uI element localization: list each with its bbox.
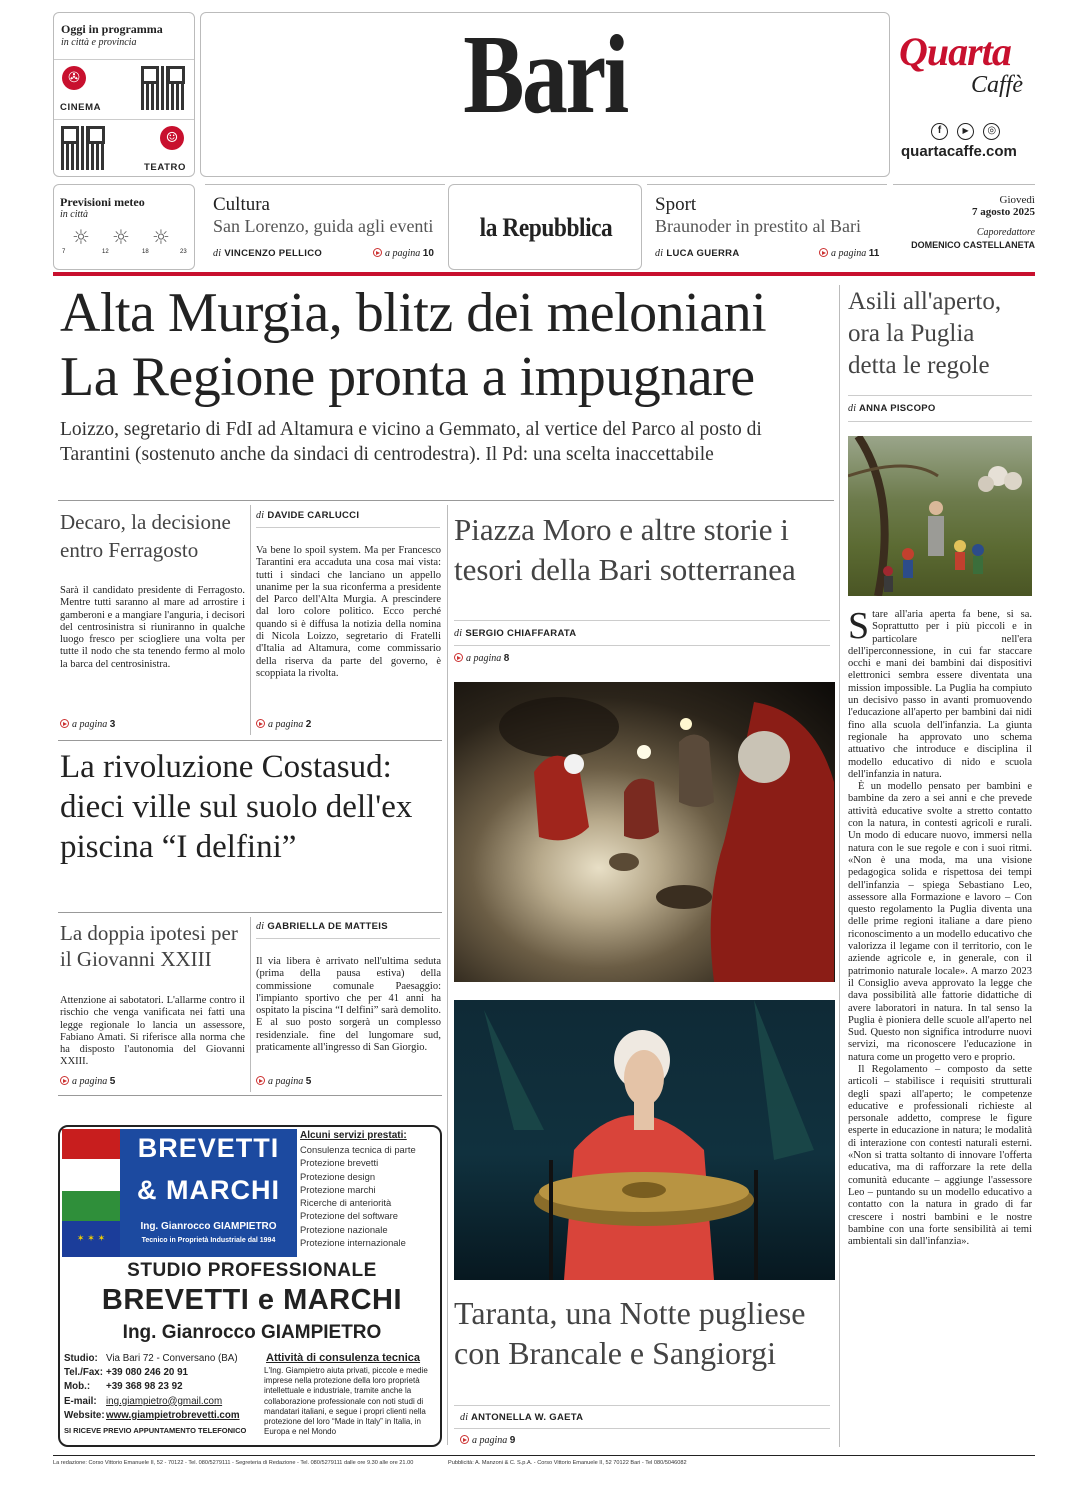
sun-icon: ☼: [112, 225, 130, 249]
asili-body-1: tare all'aria aperta fa bene, si sa. Soprattutto per i più piccoli e in particolare nell'era dell'iperconnessione, in cui far staccare occhi e mani dei bambini dai dispositivi elettronici sembra essere diventata una mission impossible. La Puglia ha compiuto un decisivo passo in avanti promuovendo l'educazione all'aperto per bambini dai nidi fino alla scuola dell'infanzia. La giunta regionale ha approvato uno schema attuativo che introduce e disciplina il modello educativo di nido e scuola dell'infanzia in natura.: [848, 609, 1032, 780]
giovanni-title[interactable]: La doppia ipotesi per il Giovanni XXIII: [60, 921, 238, 971]
editor-role: Caporedattore: [976, 227, 1035, 238]
ad-service: Ricerche di anteriorità: [300, 1197, 392, 1209]
divider: [454, 1405, 830, 1406]
cultura-byline: di VINCENZO PELLICO: [213, 248, 323, 259]
facebook-icon[interactable]: f: [931, 123, 948, 140]
ad-tecnico: Tecnico in Proprietà Industriale dal 1994: [141, 1237, 276, 1244]
cinema-qr-code[interactable]: [141, 66, 185, 110]
children-in-woods-illustration: [848, 436, 1032, 596]
hour-label: 23: [180, 249, 187, 255]
ad-ing: Ing. Gianrocco GIAMPIETRO: [140, 1221, 277, 1232]
divider: [256, 527, 440, 528]
footer-pubblicita: Pubblicità: A. Manzoni & C. S.p.A. - Corso Vittorio Emanuele II, 52 70122 Bari - Tel 080/5046082: [448, 1460, 687, 1466]
quarta-logo-sub: Caffè: [971, 72, 1023, 98]
main-summary: Loizzo, segretario di FdI ad Altamura e vicino a Gemmato, al vertice del Parco al posto di Tarantini (sostenuto anche da sindaci di centrodestra). Il Pd: una scelta inaccettabile: [60, 419, 762, 465]
social-icons: [931, 118, 1000, 140]
repubblica-box: [448, 184, 642, 270]
giovanni-body: Attenzione ai sabotatori. L'allarme contro il rischio che venga vanificata nei fatti una legge regionale lo lancia un assessore, Fabiano Amati. Si riferisce alla norma che ha disposto l'autonomia del Giovanni XXIII.: [60, 995, 245, 1068]
cultura-section: Cultura: [213, 194, 270, 215]
hour-label: 7: [62, 249, 66, 255]
ad-contact-row: Studio: Via Bari 72 - Conversano (BA): [64, 1353, 238, 1364]
dematteis-page[interactable]: a pagina 5: [256, 1075, 311, 1087]
costasud-title[interactable]: La rivoluzione Costasud: dieci ville sul suolo dell'ex piscina “I delfini”: [60, 749, 413, 865]
main-headline-1[interactable]: Alta Murgia, blitz dei meloniani: [60, 282, 767, 344]
programma-subtitle: in città e provincia: [61, 37, 137, 48]
footer-rule: [53, 1455, 1035, 1456]
piazzamoro-page[interactable]: a pagina 8: [454, 652, 509, 664]
meteo-box: [53, 184, 195, 270]
cultura-teaser[interactable]: [205, 184, 445, 270]
weekday: Giovedì: [999, 194, 1035, 206]
taranta-byline: di ANTONELLA W. GAETA: [460, 1412, 584, 1423]
divider: [256, 938, 440, 939]
ad-name: Ing. Gianrocco GIAMPIETRO: [122, 1322, 382, 1343]
footer-redazione: La redazione: Corso Vittorio Emanuele II, 52 - 70122 - Tel. 080/5279111 - Segreteria di Redazione - Tel. 080/5279111 dalle ore 9.30 alle ore 21.00: [53, 1460, 414, 1466]
ad-service: Protezione nazionale: [300, 1223, 388, 1235]
ad-flag-red: [62, 1191, 120, 1221]
underground-cave-photo: [454, 682, 835, 982]
quarta-logo: Quarta: [899, 29, 1011, 74]
divider: [454, 620, 830, 621]
hour-label: 18: [142, 249, 149, 255]
piazzamoro-byline: di SERGIO CHIAFFARATA: [454, 628, 577, 639]
teatro-qr-code[interactable]: [61, 126, 105, 170]
sport-page[interactable]: a pagina 11: [819, 247, 879, 259]
ad-service: Protezione del software: [300, 1210, 398, 1222]
giovanni-page[interactable]: a pagina 5: [60, 1075, 115, 1087]
programma-title: Oggi in programma: [61, 22, 163, 36]
cultura-headline: San Lorenzo, guida agli eventi: [213, 216, 434, 236]
instagram-icon[interactable]: ◎: [983, 123, 1000, 140]
youtube-icon[interactable]: ▶: [957, 123, 974, 140]
sport-section: Sport: [655, 194, 697, 215]
quarta-website[interactable]: quartacaffe.com: [901, 143, 1017, 160]
column-divider: [839, 285, 840, 1447]
dematteis-body: Il via libera è arrivato nell'ultima seduta (prima della pausa estiva) della commissione comunale Paesaggio: l'impianto sportivo che per 41 anni ha ospitato la piscina “I delfini” sarà demolito. E al suo posto sorgerà un complesso residenziale. fine del lungomare sud, praticamente all'ingresso di San Giorgio.: [256, 956, 441, 1054]
ad-service: Consulenza tecnica di parte: [300, 1144, 416, 1155]
divider: [848, 395, 1032, 396]
asili-body-2: È un modello pensato per bambini e bambine da zero a sei anni e che prevede attività educative svolte a stretto contatto con la natura, in contesti agricoli e rurali. Un modo di educare nuovo, immersi nella natura con le sue regole e con i suoi ritmi. «Non è una moda, ma una visione pedagogica solida e rispettosa dei tempi dell'infanzia – spiega Sebastiano Leo, assessore alla Formazione e lavoro – Con questo regolamento la Puglia diventa una delle prime regioni italiane a dare pieno riconoscimento a un modello educativo che valorizza il legame con il territorio, con le aziende agricole e, in generale, con il patrimonio naturale locale». A marzo 2023 il Consiglio aveva approvato la legge che dava possibilità alle fattorie didattiche di avere laboratori in natura. In tal senso la Puglia è pioniera delle scuole all'aperto nel Sud. Questo non significa introdurre nuovi servizi, ma riconoscere l'educazione in natura come un progetto vero e proprio.: [848, 781, 1032, 1063]
divider: [58, 740, 442, 741]
decaro-title[interactable]: Decaro, la decisione entro Ferragosto: [60, 510, 231, 562]
sport-byline: di LUCA GUERRA: [655, 248, 740, 259]
taranta-title[interactable]: Taranta, una Notte pugliese con Brancale e Sangiorgi: [454, 1295, 806, 1371]
ad-studio: STUDIO PROFESSIONALE: [127, 1260, 377, 1281]
sport-headline: Braunoder in prestito al Bari: [655, 216, 861, 236]
asili-body: [848, 605, 1032, 1248]
ad-line1: BREVETTI: [137, 1133, 280, 1163]
arrow-right-icon: [373, 248, 382, 257]
date-box: [893, 184, 1035, 270]
arrow-right-icon: [819, 248, 828, 257]
ad-big: BREVETTI e MARCHI: [101, 1284, 403, 1316]
column-divider: [447, 505, 448, 1445]
decaro-body: Sarà il candidato presidente di Ferragosto. Mentre tutti saranno al mare ad arrostire i gamberoni e a mangiare l'anguria, i decisori del centrosinistra si riuniranno in qualche luogo fresco per sciogliere una volta per tutte il nodo che sta tenendo fermo al molo la barca del centrosinistra.: [60, 585, 245, 670]
divider: [58, 1095, 442, 1096]
ad-flag-green: [62, 1129, 120, 1159]
ad-service: Protezione internazionale: [300, 1237, 406, 1249]
teatro-link[interactable]: [54, 119, 194, 177]
taranta-page[interactable]: a pagina 9: [460, 1434, 515, 1446]
film-reel-icon: ✇: [62, 66, 86, 90]
arrow-right-icon: [460, 1435, 469, 1444]
main-headline-2[interactable]: La Regione pronta a impugnare: [60, 346, 755, 408]
ad-flag-white: [62, 1159, 120, 1191]
sport-teaser[interactable]: [647, 184, 887, 270]
ad-service: Protezione brevetti: [300, 1157, 379, 1169]
weather-strip: [62, 225, 190, 257]
concert-photo: [454, 1000, 835, 1280]
asili-title[interactable]: Asili all'aperto, ora la Puglia detta le regole: [848, 288, 1002, 379]
arrow-right-icon: [454, 653, 463, 662]
theatre-mask-icon: ☺: [160, 126, 184, 150]
outdoor-kindergarten-photo: [848, 436, 1032, 596]
divider: [58, 500, 834, 501]
dropcap: S: [848, 605, 870, 647]
carlucci-byline: di DAVIDE CARLUCCI: [256, 510, 360, 521]
ad-appointment: SI RICEVE PREVIO APPUNTAMENTO TELEFONICO: [64, 1426, 247, 1436]
divider: [848, 421, 1032, 422]
divider: [454, 645, 830, 646]
sun-icon: ☼: [152, 225, 170, 249]
arrow-right-icon: [256, 719, 265, 728]
ad-contacts: [64, 1352, 264, 1438]
hour-label: 12: [102, 249, 109, 255]
ad-email-row[interactable]: E-mail: ing.giampietro@gmail.com: [64, 1395, 223, 1407]
dematteis-byline: di GABRIELLA DE MATTEIS: [256, 921, 388, 932]
carlucci-page[interactable]: a pagina 2: [256, 718, 311, 730]
carlucci-body: Va bene lo spoil system. Ma per Francesco Tarantini era accaduta una cosa mai vista: tutti i sindaci che lanciano un appello unanime per la sua riconferma a presidente del Parco dell'Alta Murgia. A prescindere dal loro colore politico. Ecco perché quando si è diffusa la notizia della nomina di Nicola Loizzo, segretario di Fratelli d'Italia ad Altamura, come commissario della riserva da parte del governo, è scoppiata la rivolta.: [256, 545, 441, 679]
ad-line2: & MARCHI: [137, 1175, 280, 1205]
ad-activity: L'Ing. Giampietro aiuta privati, piccole e medie imprese nella protezione della loro proprietà intellettuale e industriale, tramite anche la collaborazione professionale con noti studi di mandatari italiani, e segue i propri clienti nella protezione del loro “Made in Italy” in Italia, in Europa e nel Mondo: [264, 1366, 428, 1437]
teatro-label: TEATRO: [144, 162, 186, 173]
cultura-page[interactable]: a pagina 10: [373, 247, 434, 259]
sun-icon: ☼: [72, 225, 90, 249]
divider: [58, 912, 442, 913]
ad-service: Protezione design: [300, 1170, 376, 1182]
sponsor-box[interactable]: [893, 12, 1035, 177]
column-divider: [250, 505, 251, 735]
asili-byline: di ANNA PISCOPO: [848, 403, 936, 414]
divider: [454, 1428, 830, 1429]
performer-with-handpan-illustration: [454, 1000, 835, 1280]
editor-name: DOMENICO CASTELLANETA: [911, 240, 1035, 250]
column-divider: [250, 917, 251, 1092]
meteo-title: Previsioni meteo: [60, 195, 145, 209]
arrow-right-icon: [60, 719, 69, 728]
ad-website-row[interactable]: Website:www.giampietrobrevetti.com: [64, 1409, 240, 1421]
programma-box: [53, 12, 195, 177]
piazzamoro-title[interactable]: Piazza Moro e altre storie i tesori della Bari sotterranea: [454, 512, 796, 587]
eu-flag-icon: ✶ ✶ ✶: [62, 1221, 120, 1257]
cinema-link[interactable]: [54, 59, 194, 119]
ad-brevetti[interactable]: [58, 1125, 442, 1447]
ad-contact-row: Mob.: +39 368 98 23 92: [64, 1381, 183, 1393]
ad-contact-row: Tel./Fax: +39 080 246 20 91: [64, 1367, 188, 1379]
decaro-page[interactable]: a pagina 3: [60, 718, 115, 730]
issue-date: 7 agosto 2025: [972, 206, 1035, 218]
ad-services-title: Alcuni servizi prestati:: [300, 1130, 407, 1141]
asili-body-3: Il Regolamento – composto da sette articoli – stabilisce i requisiti strutturali degli spazi all'aperto; le competenze educative e professionali richieste al personale addetto, comprese le figure esperte in educazione in natura; le modalità di interazione con contesti naturali esterni. «Non si tratta soltanto di innovare l'offerta educativa, ma di rafforzare la rete della comunità educante – aggiunge l'assessore Leo – puntando su un modello educativo a contatto con la natura in grado di far crescere i nostri bambini e le nostre bambine con una forte sensibilità ai temi ambientali sin dall'infanzia».: [848, 1063, 1032, 1248]
masthead-title: Bari: [463, 13, 627, 137]
arrow-right-icon: [60, 1076, 69, 1085]
cinema-label: CINEMA: [60, 102, 102, 113]
cave-explorers-illustration: [454, 682, 835, 982]
ad-activity-title: Attività di consulenza tecnica: [266, 1352, 421, 1364]
accent-bar: [53, 272, 1035, 276]
arrow-right-icon: [256, 1076, 265, 1085]
repubblica-logo: la Repubblica: [479, 213, 613, 242]
meteo-subtitle: in città: [60, 209, 89, 220]
ad-service: Protezione marchi: [300, 1183, 376, 1195]
ad-services-list: [300, 1143, 416, 1249]
